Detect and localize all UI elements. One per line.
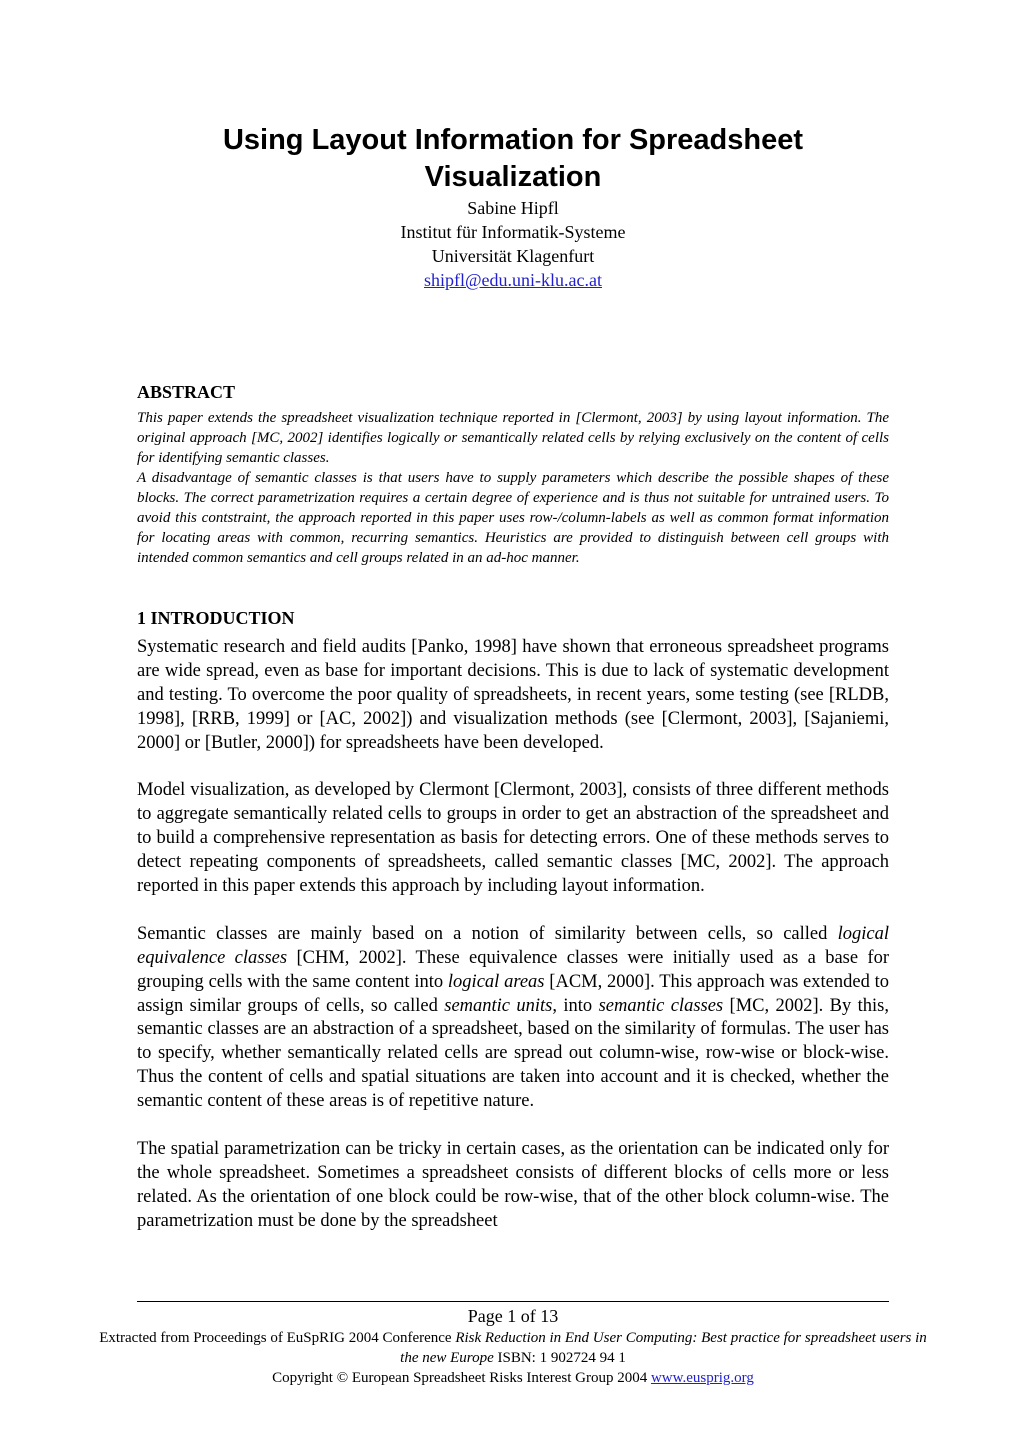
author-institute: Institut für Informatik-Systeme [400, 222, 626, 242]
page-number: Page 1 of 13 [467, 1306, 559, 1326]
abstract-paragraph: A disadvantage of semantic classes is that users have to supply parameters which describe the possible shapes of these blocks. The correct parametrization requires a certain degree of experience and is thus not suitable for untrained users. To avoid this contstraint, the approach reported in this paper uses row-/column-labels as well as common format information for locating areas with common, recurring semantics. Heuristics are provided to distinguish between cell groups with intended common semantics and cell groups related in an ad-hoc manner. [137, 470, 889, 566]
introduction-body [137, 636, 889, 1258]
footer-copyright: Copyright © European Spreadsheet Risks Interest Group 2004 www.eusprig.org [272, 1370, 754, 1386]
page-footer [97, 1304, 929, 1388]
author-block [137, 196, 889, 292]
author-email-link[interactable]: shipfl@edu.uni-klu.ac.at [423, 270, 603, 290]
section-heading-introduction: 1 INTRODUCTION [137, 608, 295, 628]
abstract-text [137, 408, 889, 568]
author-university: Universität Klagenfurt [431, 246, 595, 266]
abstract-paragraph: This paper extends the spreadsheet visualization technique reported in [Clermont, 2003] by using layout information. The original approach [MC, 2002] identifies logically or semantically related cells by relying exclusively on the content of cells for identifying semantic classes. [137, 410, 889, 466]
footer-divider [137, 1301, 889, 1302]
abstract-heading: ABSTRACT [137, 382, 236, 402]
body-paragraph: Model visualization, as developed by Clermont [Clermont, 2003], consists of three different methods to aggregate semantically related cells to groups in order to get an abstraction of the spreadsheet and to build a comprehensive representation as basis for detecting errors. One of these methods serves to detect repeating components of spreadsheets, called semantic classes [MC, 2002]. The approach reported in this paper extends this approach by including layout information. [137, 780, 889, 897]
paper-title: Using Layout Information for Spreadsheet Visualization [222, 124, 804, 193]
footer-citation: Extracted from Proceedings of EuSpRIG 2004 Conference Risk Reduction in End User Computing: Best practice for spreadsheet users in the new Europe ISBN: 1 902724 94 1 [99, 1330, 927, 1366]
body-paragraph: The spatial parametrization can be tricky in certain cases, as the orientation can be indicated only for the whole spreadsheet. Sometimes a spreadsheet consists of different blocks of cells more or less related. As the orientation of one block could be row-wise, that of the other block column-wise. The parametrization must be done by the spreadsheet [137, 1138, 889, 1231]
body-paragraph: Systematic research and field audits [Panko, 1998] have shown that erroneous spreadsheet programs are wide spread, even as base for important decisions. This is due to lack of systematic development and testing. To overcome the poor quality of spreadsheets, in recent years, some testing (see [RLDB, 1998], [RRB, 1999] or [AC, 2002]) and visualization methods (see [Clermont, 2003], [Sajaniemi, 2000] or [Butler, 2000]) for spreadsheets have been developed. [137, 637, 889, 753]
author-name: Sabine Hipfl [467, 198, 559, 218]
eusprig-link[interactable]: www.eusprig.org [650, 1370, 754, 1386]
body-paragraph: Semantic classes are mainly based on a notion of similarity between cells, so called logical equivalence classes [CHM, 2002]. These equivalence classes were initially used as a base for grouping cells with the same content into logical areas [ACM, 2000]. This approach was extended to assign similar groups of cells, so called semantic units, into semantic classes [MC, 2002]. By this, semantic classes are an abstraction of a spreadsheet, based on the similarity of formulas. The user has to specify, whether semantically related cells are spread out column-wise, row-wise or block-wise. Thus the content of cells and spatial situations are taken into account and it is checked, whether the semantic content of these areas is of repetitive nature. [137, 923, 889, 1112]
